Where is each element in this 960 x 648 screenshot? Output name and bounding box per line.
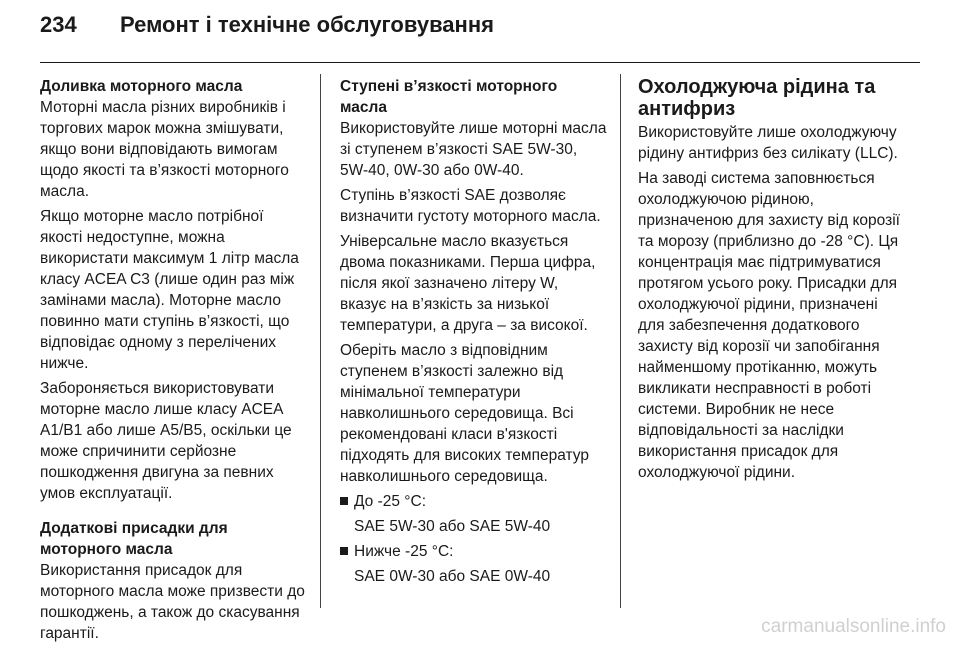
bullet-label: До -25 °C: — [354, 493, 427, 510]
coolant-heading: Охолоджуюча рідина та антифриз — [638, 76, 876, 120]
oil-additives-paragraph: Використання присадок для моторного масла може призвести до пошкоджень, а також до скасування гарантії. — [40, 562, 305, 642]
watermark: carmanualsonline.info — [761, 616, 946, 637]
bullet-detail: SAE 5W-30 або SAE 5W-40 — [354, 518, 551, 535]
bullet-label: Нижче -25 °C: — [354, 543, 454, 560]
column-3 — [638, 76, 902, 487]
page-number: 234 — [40, 12, 77, 37]
column-1 — [40, 76, 308, 648]
page-title: Ремонт і технічне обслуговування — [120, 12, 494, 37]
square-bullet-icon — [340, 547, 348, 555]
oil-topup-heading: Доливка моторного масла — [40, 78, 243, 95]
viscosity-paragraph-4: Оберіть масло з відповідним ступенем в’язкості залежно від мінімальної температури навколишнього середовища. Всі рекомендовані класи в'язкості підходять для високих температур навколишнього середовища. — [340, 342, 589, 485]
viscosity-heading: Ступені в’язкості моторного масла — [340, 78, 558, 116]
viscosity-bullet-list — [340, 491, 608, 587]
viscosity-paragraph-3: Універсальне масло вказується двома показниками. Перша цифра, після якої зазначено літеру W, вказує на в’язкість за низької температури, а друга – за високої. — [340, 233, 596, 334]
oil-topup-paragraph-2: Якщо моторне масло потрібної якості недоступне, можна використати максимум 1 літр масла класу ACEA C3 (лише один раз між замінами масла). Моторне масло повинно мати ступінь в’язкості, що відповідає одному з перелічених нижче. — [40, 208, 299, 372]
page-header — [40, 12, 494, 48]
oil-topup-paragraph-3: Забороняється використовувати моторне масло лише класу ACEA A1/B1 або лише A5/B5, оскільки це може спричинити серйозне пошкодження двигуна за певних умов експлуатації. — [40, 380, 292, 502]
list-item — [340, 541, 608, 587]
square-bullet-icon — [340, 497, 348, 505]
viscosity-paragraph-1: Використовуйте лише моторні масла зі ступенем в’язкості SAE 5W-30, 5W-40, 0W-30 або 0W-40. — [340, 120, 607, 179]
coolant-paragraph-2: На заводі система заповнюється охолоджуючою рідиною, призначеною для захисту від корозії та морозу (приблизно до -28 °C). Ця концентрація має підтримуватися протягом усього року. Присадки для охолоджуючої рідини, призначені для забезпечення додаткового захисту від корозії чи запобігання найменшому протіканню, можуть викликати несправності в роботі системи. Виробник не несе відповідальності за наслідки використання присадок для охолоджуючої рідини. — [638, 170, 900, 481]
header-rule — [40, 62, 920, 63]
oil-topup-paragraph-1: Моторні масла різних виробників і торгових марок можна змішувати, якщо вони відповідають вимогам щодо якості та в’язкості моторного масла. — [40, 99, 289, 200]
column-divider-2 — [620, 74, 621, 608]
viscosity-paragraph-2: Ступінь в’язкості SAE дозволяє визначити густоту моторного масла. — [340, 187, 601, 225]
coolant-paragraph-1: Використовуйте лише охолоджуючу рідину антифриз без силікату (LLC). — [638, 124, 898, 162]
column-divider-1 — [320, 74, 321, 608]
column-2 — [340, 76, 608, 591]
bullet-detail: SAE 0W-30 або SAE 0W-40 — [354, 568, 551, 585]
list-item — [340, 491, 608, 537]
oil-additives-heading: Додаткові присадки для моторного масла — [40, 520, 228, 558]
